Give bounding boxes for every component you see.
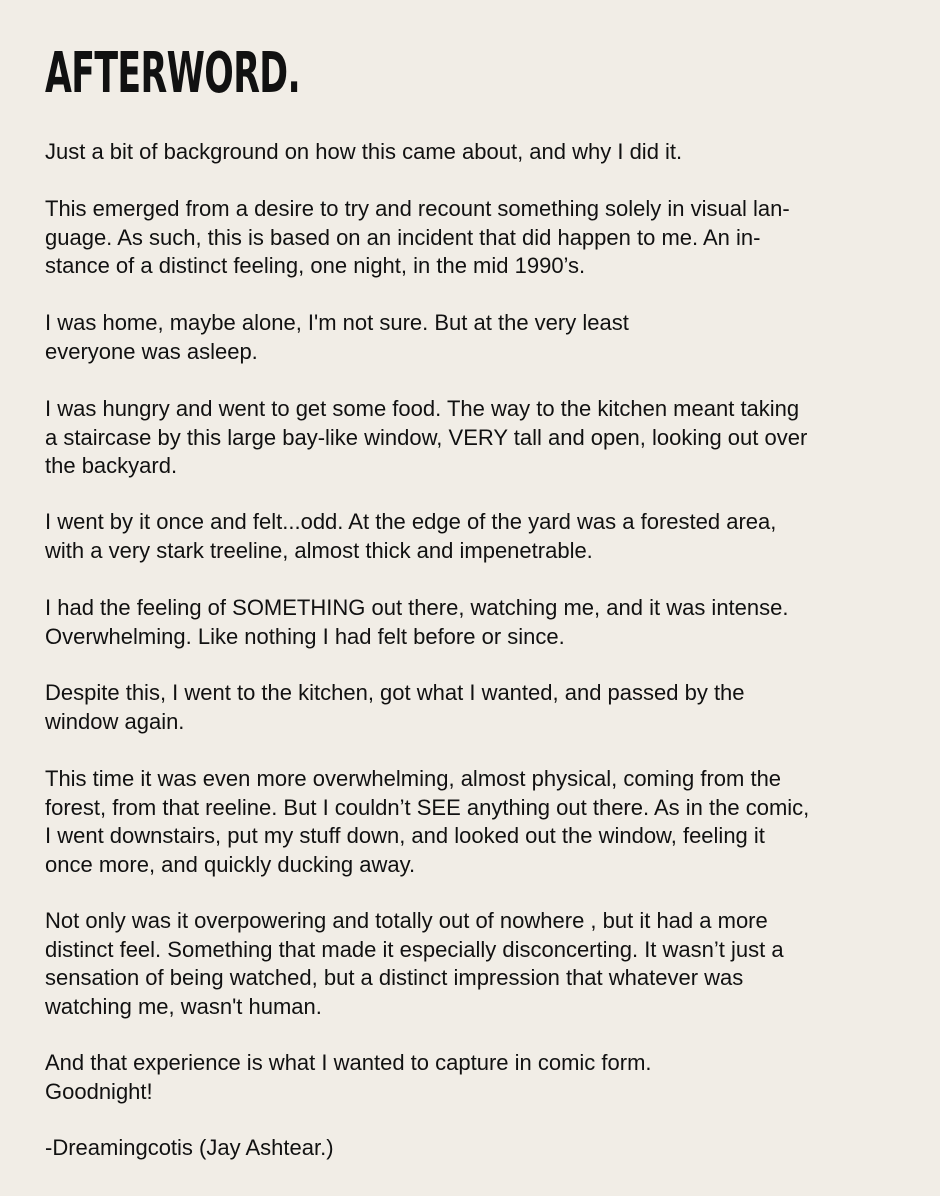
paragraph-hungry — [45, 395, 807, 481]
text-line: This emerged from a desire to try and recount something solely in visual lan- — [45, 196, 790, 221]
paragraph-origin — [45, 195, 790, 281]
text-line: Goodnight! — [45, 1078, 153, 1104]
text-line: I was hungry and went to get some food. The way to the kitchen meant taking — [45, 396, 800, 421]
signature — [45, 1134, 334, 1163]
text-line: a staircase by this large bay-like window, VERY tall and open, looking out over — [45, 424, 808, 450]
paragraph-second-pass — [45, 765, 809, 879]
text-line: watching me, wasn't human. — [45, 993, 322, 1019]
text-line: Despite this, I went to the kitchen, got what I wanted, and passed by the — [45, 680, 745, 705]
text-line: everyone was asleep. — [45, 338, 258, 364]
text-line: Just a bit of background on how this came about, and why I did it. — [45, 139, 683, 164]
text-line: This time it was even more overwhelming, almost physical, coming from the — [45, 766, 782, 791]
text-line: And that experience is what I wanted to capture in comic form. — [45, 1050, 652, 1075]
signature-line: -Dreamingcotis (Jay Ashtear.) — [45, 1135, 334, 1160]
text-line: once more, and quickly ducking away. — [45, 851, 416, 877]
text-line: guage. As such, this is based on an incident that did happen to me. An in- — [45, 224, 761, 250]
text-line: with a very stark treeline, almost thick and impenetrable. — [45, 537, 593, 563]
paragraph-something — [45, 594, 789, 651]
text-line: forest, from that reeline. But I couldn’t SEE anything out there. As in the comic, — [45, 794, 810, 820]
paragraph-intro — [45, 138, 682, 167]
text-line: I went by it once and felt...odd. At the edge of the yard was a forested area, — [45, 509, 777, 534]
text-line: Overwhelming. Like nothing I had felt before or since. — [45, 623, 565, 649]
paragraph-home — [45, 309, 629, 366]
paragraph-treeline — [45, 508, 776, 565]
text-line: I had the feeling of SOMETHING out there, watching me, and it was intense. — [45, 595, 789, 620]
paragraph-kitchen — [45, 679, 745, 736]
page-title: AFTERWORD. — [45, 41, 301, 106]
text-line: I was home, maybe alone, I'm not sure. But at the very least — [45, 310, 629, 335]
text-line: I went downstairs, put my stuff down, and looked out the window, feeling it — [45, 823, 765, 848]
text-line: sensation of being watched, but a distinct impression that whatever was — [45, 965, 744, 990]
text-line: distinct feel. Something that made it especially disconcerting. It wasn’t just a — [45, 936, 784, 962]
text-line: the backyard. — [45, 453, 178, 478]
paragraph-closing — [45, 1049, 652, 1106]
text-line: stance of a distinct feeling, one night, in the mid 1990’s. — [45, 253, 586, 278]
text-line: Not only was it overpowering and totally out of nowhere , but it had a more — [45, 908, 768, 933]
text-line: window again. — [45, 708, 185, 734]
paragraph-not-human — [45, 907, 784, 1021]
